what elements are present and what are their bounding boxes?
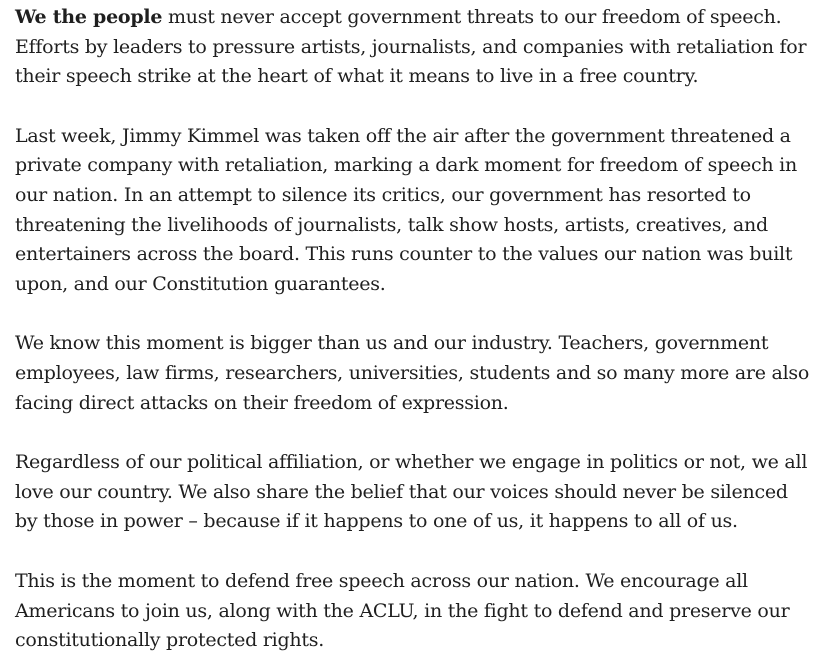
lead-bold-text: We the people bbox=[15, 6, 163, 28]
paragraph-bigger-moment: We know this moment is bigger than us and our industry. Teachers, government employees, law firms, researchers, universities, students and so many more are also facing direct attacks on their freedom of expression. bbox=[15, 332, 810, 414]
paragraph-affiliation: Regardless of our political affiliation, or whether we engage in politics or not, we all love our country. We also share the belief that our voices should never be silenced by those in power – because if it happens to one of us, it happens to all of us. bbox=[15, 451, 808, 533]
article-body bbox=[15, 3, 813, 656]
paragraph-call-to-action: This is the moment to defend free speech across our nation. We encourage all Americans to join us, along with the ACLU, in the fight to defend and preserve our constitutionally protected rights. bbox=[15, 569, 790, 652]
paragraph-kimmel: Last week, Jimmy Kimmel was taken off the air after the government threatened a private company with retaliation, marking a dark moment for freedom of speech in our nation. In an attempt to silence its critics, our government has resorted to threatening the livelihoods of journalists, talk show hosts, artists, creatives, and entertainers across the board. This runs counter to the values our nation was built upon, and our Constitution guarantees. bbox=[15, 124, 797, 295]
paragraph-intro-text: must never accept government threats to our freedom of speech. Efforts by leaders to pressure artists, journalists, and companies with retaliation for their speech strike at the heart of what it means to live in a free country. bbox=[15, 6, 807, 88]
paragraph-intro bbox=[15, 3, 813, 92]
